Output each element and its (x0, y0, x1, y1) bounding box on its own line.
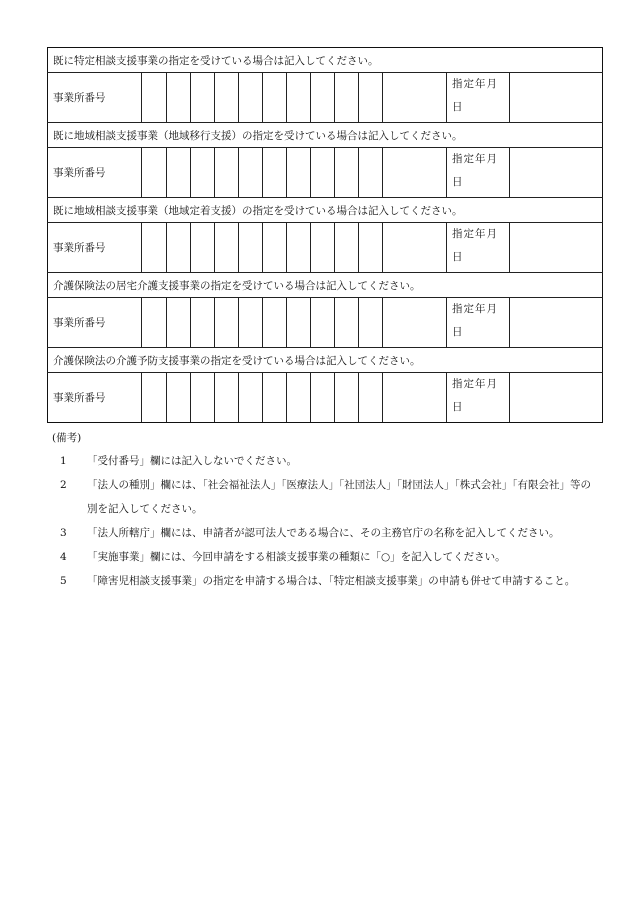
office-number-row (48, 148, 603, 198)
office-number-digit-cell[interactable] (142, 223, 167, 273)
remark-item (52, 449, 592, 473)
office-number-digit-cell[interactable] (359, 73, 383, 123)
office-number-digit-cell[interactable] (359, 223, 383, 273)
office-number-spare-cell[interactable] (383, 73, 447, 123)
remark-text: 「法人所轄庁」欄には、申請者が認可法人である場合に、その主務官庁の名称を記入してください。 (87, 527, 560, 539)
office-number-digit-cell[interactable] (191, 73, 215, 123)
remark-text: 「法人の種別」欄には、「社会福祉法人」「医療法人」「社団法人」「財団法人」「株式会社」「有限会社」等の別を記入してください。 (87, 479, 591, 515)
office-number-digit-cell[interactable] (263, 373, 287, 423)
office-number-label: 事業所番号 (48, 373, 142, 423)
office-number-digit-cell[interactable] (335, 298, 359, 348)
section-heading: 介護保険法の居宅介護支援事業の指定を受けている場合は記入してください。 (48, 273, 603, 298)
remark-number: 5 (60, 575, 67, 587)
office-number-label: 事業所番号 (48, 73, 142, 123)
office-number-label: 事業所番号 (48, 223, 142, 273)
section-heading: 既に特定相談支援事業の指定を受けている場合は記入してください。 (48, 48, 603, 73)
office-number-digit-cell[interactable] (359, 148, 383, 198)
office-number-digit-cell[interactable] (239, 148, 263, 198)
remark-number: 4 (60, 551, 67, 563)
office-number-digit-cell[interactable] (311, 223, 335, 273)
remarks-section (52, 427, 592, 593)
remarks-title: (備考) (52, 432, 82, 444)
office-number-digit-cell[interactable] (191, 223, 215, 273)
office-number-digit-cell[interactable] (359, 373, 383, 423)
office-number-digit-cell[interactable] (215, 298, 239, 348)
office-number-digit-cell[interactable] (287, 298, 311, 348)
office-number-digit-cell[interactable] (191, 373, 215, 423)
office-number-digit-cell[interactable] (263, 298, 287, 348)
office-number-digit-cell[interactable] (311, 298, 335, 348)
office-number-digit-cell[interactable] (263, 73, 287, 123)
section-heading: 介護保険法の介護予防支援事業の指定を受けている場合は記入してください。 (48, 348, 603, 373)
office-number-digit-cell[interactable] (215, 148, 239, 198)
designation-date-field[interactable] (510, 148, 603, 198)
designation-date-label: 指定年月日 (447, 148, 510, 198)
office-number-digit-cell[interactable] (311, 373, 335, 423)
remark-number: 1 (60, 455, 67, 467)
remark-item (52, 545, 592, 569)
office-number-digit-cell[interactable] (167, 73, 191, 123)
office-number-digit-cell[interactable] (215, 223, 239, 273)
office-number-spare-cell[interactable] (383, 223, 447, 273)
office-number-digit-cell[interactable] (287, 223, 311, 273)
office-number-digit-cell[interactable] (191, 148, 215, 198)
section-heading: 既に地域相談支援事業（地域移行支援）の指定を受けている場合は記入してください。 (48, 123, 603, 148)
designation-date-field[interactable] (510, 223, 603, 273)
remark-item (52, 521, 592, 545)
section-heading-row (48, 123, 603, 148)
designation-date-label: 指定年月日 (447, 298, 510, 348)
designation-date-label: 指定年月日 (447, 73, 510, 123)
office-number-digit-cell[interactable] (263, 223, 287, 273)
remark-text: 「障害児相談支援事業」の指定を申請する場合は、「特定相談支援事業」の申請も併せて申請すること。 (87, 575, 576, 587)
office-number-digit-cell[interactable] (287, 148, 311, 198)
remark-text: 「実施事業」欄には、今回申請をする相談支援事業の種類に「○」を記入してください。 (87, 551, 506, 563)
designation-table (47, 47, 603, 423)
office-number-row (48, 373, 603, 423)
office-number-label: 事業所番号 (48, 148, 142, 198)
office-number-digit-cell[interactable] (239, 298, 263, 348)
remark-item (52, 473, 592, 521)
office-number-digit-cell[interactable] (311, 73, 335, 123)
office-number-digit-cell[interactable] (239, 223, 263, 273)
office-number-label: 事業所番号 (48, 298, 142, 348)
office-number-digit-cell[interactable] (263, 148, 287, 198)
remark-text: 「受付番号」欄には記入しないでください。 (87, 455, 297, 467)
office-number-row (48, 223, 603, 273)
designation-date-field[interactable] (510, 298, 603, 348)
office-number-digit-cell[interactable] (239, 373, 263, 423)
designation-date-field[interactable] (510, 73, 603, 123)
remarks-list (52, 449, 592, 593)
office-number-digit-cell[interactable] (191, 298, 215, 348)
section-heading-row (48, 273, 603, 298)
office-number-digit-cell[interactable] (335, 373, 359, 423)
office-number-row (48, 298, 603, 348)
office-number-digit-cell[interactable] (167, 148, 191, 198)
remark-item (52, 569, 592, 593)
section-heading-row (48, 348, 603, 373)
office-number-digit-cell[interactable] (287, 73, 311, 123)
designation-date-field[interactable] (510, 373, 603, 423)
office-number-digit-cell[interactable] (239, 73, 263, 123)
office-number-digit-cell[interactable] (167, 298, 191, 348)
office-number-digit-cell[interactable] (142, 298, 167, 348)
section-heading-row (48, 198, 603, 223)
office-number-spare-cell[interactable] (383, 373, 447, 423)
office-number-digit-cell[interactable] (359, 298, 383, 348)
office-number-digit-cell[interactable] (167, 223, 191, 273)
office-number-digit-cell[interactable] (142, 148, 167, 198)
office-number-digit-cell[interactable] (167, 373, 191, 423)
office-number-digit-cell[interactable] (215, 73, 239, 123)
remark-number: 3 (60, 527, 67, 539)
office-number-spare-cell[interactable] (383, 298, 447, 348)
office-number-digit-cell[interactable] (142, 373, 167, 423)
office-number-digit-cell[interactable] (335, 73, 359, 123)
office-number-row (48, 73, 603, 123)
designation-date-label: 指定年月日 (447, 223, 510, 273)
office-number-digit-cell[interactable] (335, 148, 359, 198)
remark-number: 2 (60, 479, 67, 491)
office-number-digit-cell[interactable] (311, 148, 335, 198)
office-number-digit-cell[interactable] (142, 73, 167, 123)
office-number-spare-cell[interactable] (383, 148, 447, 198)
office-number-digit-cell[interactable] (335, 223, 359, 273)
section-heading-row (48, 48, 603, 73)
designation-date-label: 指定年月日 (447, 373, 510, 423)
section-heading: 既に地域相談支援事業（地域定着支援）の指定を受けている場合は記入してください。 (48, 198, 603, 223)
office-number-digit-cell[interactable] (287, 373, 311, 423)
office-number-digit-cell[interactable] (215, 373, 239, 423)
